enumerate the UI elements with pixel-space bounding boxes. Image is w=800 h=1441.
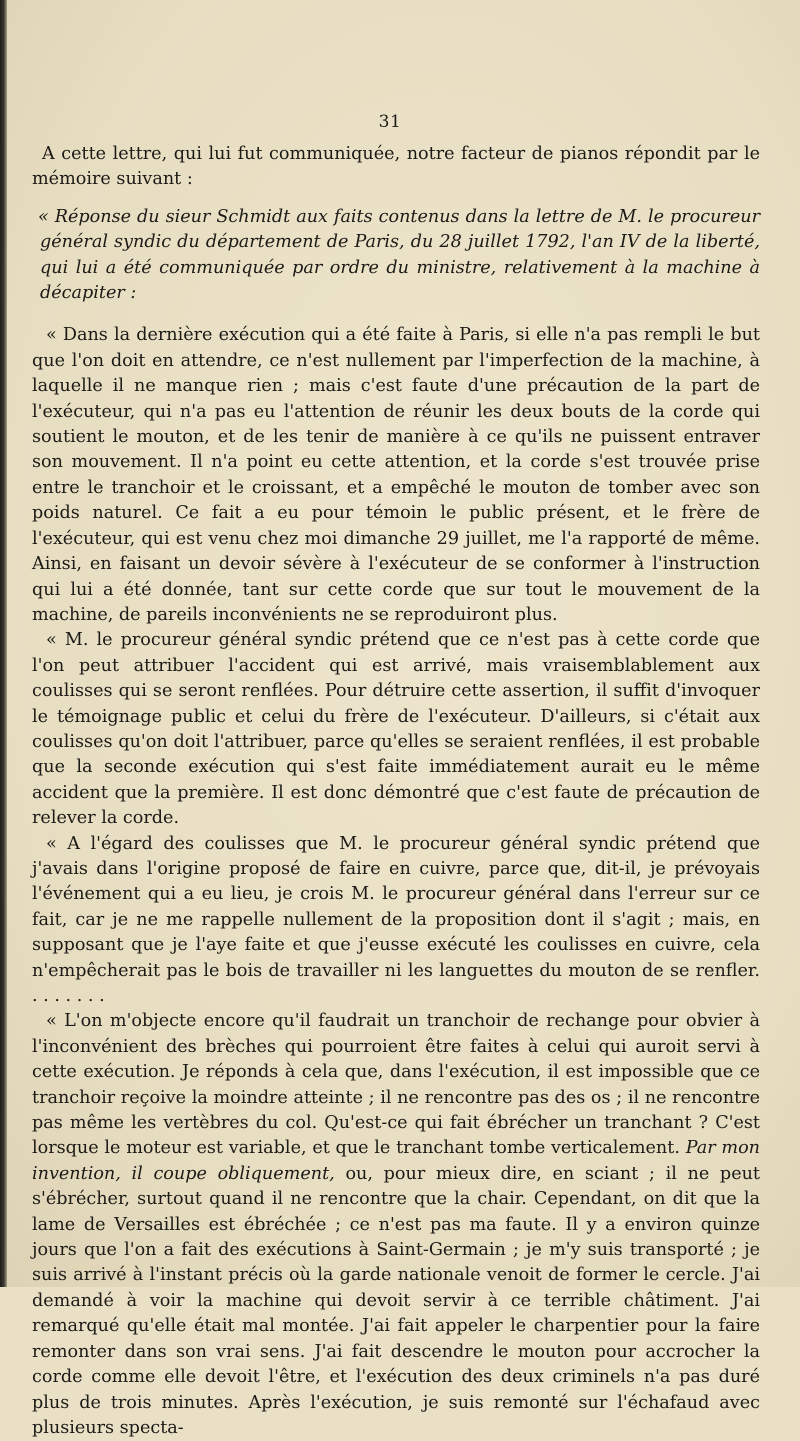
text-column [32,142,760,1441]
page-number: 31 [378,112,402,132]
paragraph-coulisses-cuivre: « A l'égard des coulisses que M. le procureur général syndic prétend que j'avais dans l'origine proposé de faire en cuivre, parce que, dit-il, je prévoyais l'événement qui a eu lieu, je crois M. le procureur général dans l'erreur sur ce fait, car je ne me rappelle nullement de la proposition dont il s'agit ; mais, en supposant que je l'aye faite et que j'eusse exécuté les coulisses en cuivre, cela n'empêcherait pas le bois de travailler ni les languettes du mouton de se renfler. . . . . . . . [32,833,760,1006]
paragraph-4-text-after: ou, pour mieux dire, en sciant ; il ne peut s'ébrécher, surtout quand il ne rencontre que la chair. Cependant, on dit que la lame de Versailles est ébréchée ; ce n'est pas ma faute. Il y a environ quinze jours que l'on a fait des exécutions à Saint-Germain ; je m'y suis transporté ; je suis arrivé à l'instant précis où la garde nationale venoit de former le cercle. J'ai demandé à voir la machine qui devoit servir à ce terrible châtiment. J'ai remarqué qu'elle était mal montée. J'ai fait appeler le charpentier pour la faire remonter dans son vrai sens. J'ai fait descendre le mouton pour accrocher la corde comme elle devoit l'être, et l'exécution des deux criminels n'a pas duré plus de trois minutes. Après l'exécution, je suis remonté sur l'échafaud avec plusieurs specta- [32,1163,761,1438]
paragraph-tranchoir-rechange [32,1009,760,1441]
paragraph-4-text-before: « L'on m'objecte encore qu'il faudrait un tranchoir de rechange pour obvier à l'inconvénient des brèches qui pourroient être faites à celui qui auroit servi à cette exécution. Je réponds à cela que, dans l'exécution, il est impossible que ce tranchoir reçoive la moindre atteinte ; il ne rencontre pas des os ; il ne rencontre pas même les vertèbres du col. Qu'est-ce qui fait ébrécher un tranchant ? C'est lorsque le moteur est variable, et que le tranchant tombe verticalement. [32,1011,760,1159]
paragraph-coulisses-renflees: « M. le procureur général syndic prétend que ce n'est pas à cette corde que l'on peut attribuer l'accident qui est arrivé, mais vraisemblablement aux coulisses qui se seront renflées. Pour détruire cette assertion, il suffit d'invoquer le témoignage public et celui du frère de l'exécuteur. D'ailleurs, si c'était aux coulisses qu'on doit l'attribuer, parce qu'elles se seraient renflées, il est probable que la seconde exécution qui s'est faite immédiatement aurait eu le même accident que la première. Il est donc démontré que c'est faute de précaution de relever la corde. [32,630,760,829]
binding-edge [0,0,7,1287]
quote-heading: « Réponse du sieur Schmidt aux faits contenus dans la lettre de M. le procureur général syndic du département de Paris, du 28 juillet 1792, l'an IV de la liberté, qui lui a été communiquée par ordre du ministre, relativement à la machine à décapiter : [38,206,760,304]
paragraph-4-italic: Par mon invention, il coupe obliquement, [32,1138,761,1184]
intro-paragraph: A cette lettre, qui lui fut communiquée, notre facteur de pianos répondit par le mémoire suivant : [32,144,760,190]
paragraph-execution-paris: « Dans la dernière exécution qui a été faite à Paris, si elle n'a pas rempli le but que l'on doit en attendre, ce n'est nullement par l'imperfection de la machine, à laquelle il ne manque rien ; mais c'est faute d'une précaution de la part de l'exécuteur, qui n'a pas eu l'attention de réunir les deux bouts de la corde qui soutient le mouton, et de les tenir de manière à ce qu'ils ne puissent entraver son mouvement. Il n'a point eu cette attention, et la corde s'est trouvée prise entre le tranchoir et le croissant, et a empêché le mouton de tomber avec son poids naturel. Ce fait a eu pour témoin le public présent, et le frère de l'exécuteur, qui est venu chez moi dimanche 29 juillet, me l'a rapporté de même. Ainsi, en faisant un devoir sévère à l'exécuteur de se conformer à l'instruction qui lui a été donnée, tant sur cette corde que sur tout le mouvement de la machine, de pareils inconvénients ne se reproduiront plus. [32,325,760,625]
